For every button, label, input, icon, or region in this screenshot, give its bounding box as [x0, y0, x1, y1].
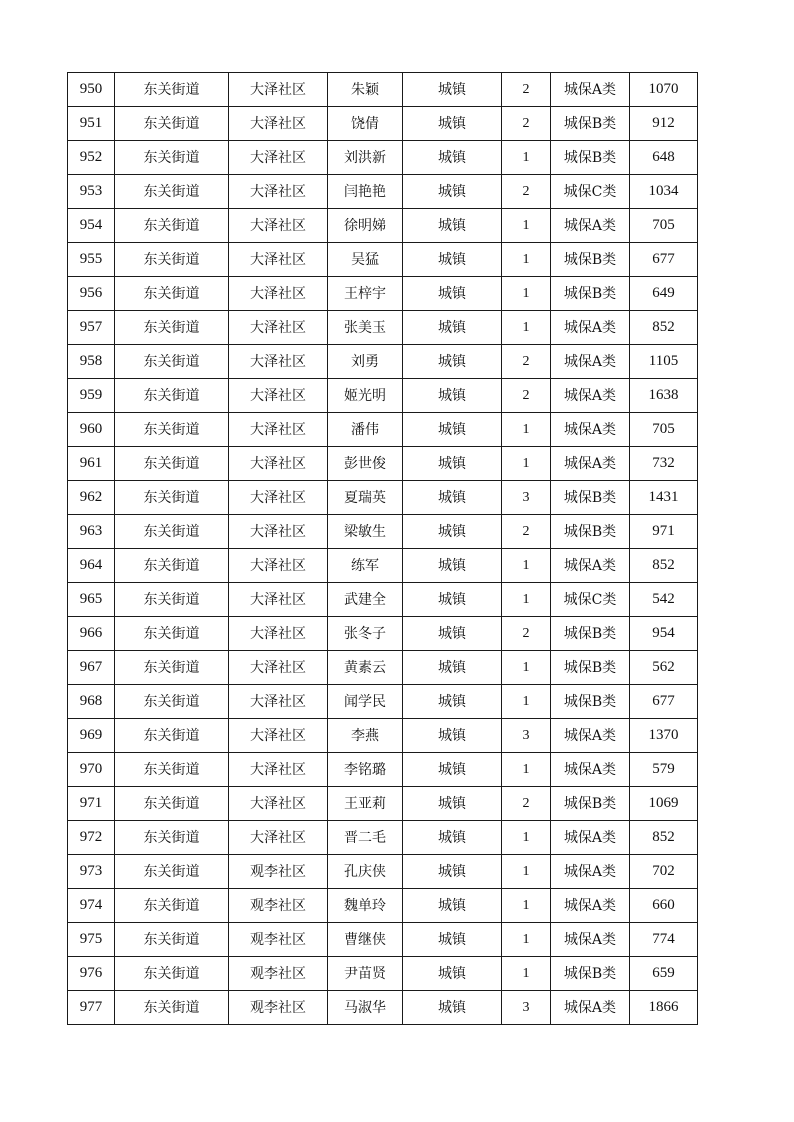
community-cell: 大泽社区	[229, 413, 328, 447]
table-row	[68, 345, 698, 379]
community-cell: 大泽社区	[229, 583, 328, 617]
street-cell: 东关街道	[115, 515, 229, 549]
street-cell: 东关街道	[115, 957, 229, 991]
amount-cell: 852	[630, 311, 698, 345]
row-number-cell: 969	[68, 719, 115, 753]
category-cell: 城保A类	[551, 413, 630, 447]
community-cell: 大泽社区	[229, 379, 328, 413]
street-cell: 东关街道	[115, 855, 229, 889]
amount-cell: 579	[630, 753, 698, 787]
name-cell: 王亚莉	[328, 787, 403, 821]
community-cell: 大泽社区	[229, 651, 328, 685]
community-cell: 观李社区	[229, 855, 328, 889]
row-number-cell: 964	[68, 549, 115, 583]
name-cell: 孔庆侠	[328, 855, 403, 889]
community-cell: 大泽社区	[229, 515, 328, 549]
table-row	[68, 175, 698, 209]
street-cell: 东关街道	[115, 753, 229, 787]
amount-cell: 732	[630, 447, 698, 481]
household-type-cell: 城镇	[403, 379, 502, 413]
table-row	[68, 107, 698, 141]
member-count-cell: 1	[502, 651, 551, 685]
household-type-cell: 城镇	[403, 73, 502, 107]
household-type-cell: 城镇	[403, 549, 502, 583]
category-cell: 城保C类	[551, 583, 630, 617]
table-row	[68, 685, 698, 719]
household-type-cell: 城镇	[403, 923, 502, 957]
community-cell: 大泽社区	[229, 753, 328, 787]
street-cell: 东关街道	[115, 243, 229, 277]
member-count-cell: 1	[502, 583, 551, 617]
amount-cell: 648	[630, 141, 698, 175]
name-cell: 马淑华	[328, 991, 403, 1025]
category-cell: 城保A类	[551, 345, 630, 379]
member-count-cell: 1	[502, 549, 551, 583]
member-count-cell: 1	[502, 957, 551, 991]
name-cell: 闻学民	[328, 685, 403, 719]
table-row	[68, 719, 698, 753]
member-count-cell: 2	[502, 787, 551, 821]
table-row	[68, 855, 698, 889]
row-number-cell: 966	[68, 617, 115, 651]
amount-cell: 852	[630, 549, 698, 583]
category-cell: 城保B类	[551, 481, 630, 515]
household-type-cell: 城镇	[403, 141, 502, 175]
member-count-cell: 3	[502, 719, 551, 753]
household-type-cell: 城镇	[403, 787, 502, 821]
row-number-cell: 974	[68, 889, 115, 923]
amount-cell: 677	[630, 685, 698, 719]
name-cell: 尹苗贤	[328, 957, 403, 991]
row-number-cell: 967	[68, 651, 115, 685]
category-cell: 城保A类	[551, 311, 630, 345]
street-cell: 东关街道	[115, 277, 229, 311]
household-type-cell: 城镇	[403, 855, 502, 889]
category-cell: 城保B类	[551, 277, 630, 311]
household-type-cell: 城镇	[403, 481, 502, 515]
member-count-cell: 1	[502, 277, 551, 311]
name-cell: 潘伟	[328, 413, 403, 447]
amount-cell: 702	[630, 855, 698, 889]
household-type-cell: 城镇	[403, 685, 502, 719]
table-row	[68, 379, 698, 413]
amount-cell: 542	[630, 583, 698, 617]
street-cell: 东关街道	[115, 549, 229, 583]
name-cell: 刘勇	[328, 345, 403, 379]
street-cell: 东关街道	[115, 141, 229, 175]
row-number-cell: 958	[68, 345, 115, 379]
community-cell: 大泽社区	[229, 447, 328, 481]
street-cell: 东关街道	[115, 991, 229, 1025]
household-type-cell: 城镇	[403, 345, 502, 379]
amount-cell: 705	[630, 413, 698, 447]
category-cell: 城保A类	[551, 379, 630, 413]
street-cell: 东关街道	[115, 923, 229, 957]
table-row	[68, 481, 698, 515]
street-cell: 东关街道	[115, 175, 229, 209]
category-cell: 城保B类	[551, 107, 630, 141]
household-type-cell: 城镇	[403, 447, 502, 481]
table-row	[68, 549, 698, 583]
name-cell: 彭世俊	[328, 447, 403, 481]
household-type-cell: 城镇	[403, 617, 502, 651]
row-number-cell: 951	[68, 107, 115, 141]
household-type-cell: 城镇	[403, 719, 502, 753]
row-number-cell: 968	[68, 685, 115, 719]
household-type-cell: 城镇	[403, 889, 502, 923]
row-number-cell: 956	[68, 277, 115, 311]
street-cell: 东关街道	[115, 379, 229, 413]
amount-cell: 1370	[630, 719, 698, 753]
household-type-cell: 城镇	[403, 651, 502, 685]
household-type-cell: 城镇	[403, 243, 502, 277]
amount-cell: 954	[630, 617, 698, 651]
row-number-cell: 959	[68, 379, 115, 413]
table-row	[68, 141, 698, 175]
community-cell: 大泽社区	[229, 73, 328, 107]
member-count-cell: 3	[502, 991, 551, 1025]
member-count-cell: 1	[502, 753, 551, 787]
member-count-cell: 1	[502, 821, 551, 855]
community-cell: 大泽社区	[229, 107, 328, 141]
street-cell: 东关街道	[115, 889, 229, 923]
row-number-cell: 971	[68, 787, 115, 821]
amount-cell: 660	[630, 889, 698, 923]
row-number-cell: 961	[68, 447, 115, 481]
category-cell: 城保A类	[551, 549, 630, 583]
community-cell: 大泽社区	[229, 617, 328, 651]
category-cell: 城保B类	[551, 617, 630, 651]
street-cell: 东关街道	[115, 617, 229, 651]
row-number-cell: 957	[68, 311, 115, 345]
table-row	[68, 889, 698, 923]
community-cell: 大泽社区	[229, 685, 328, 719]
table-row	[68, 821, 698, 855]
table-row	[68, 991, 698, 1025]
table-row	[68, 277, 698, 311]
name-cell: 张美玉	[328, 311, 403, 345]
row-number-cell: 950	[68, 73, 115, 107]
community-cell: 大泽社区	[229, 481, 328, 515]
household-type-cell: 城镇	[403, 311, 502, 345]
community-cell: 大泽社区	[229, 277, 328, 311]
row-number-cell: 955	[68, 243, 115, 277]
amount-cell: 1431	[630, 481, 698, 515]
category-cell: 城保B类	[551, 957, 630, 991]
member-count-cell: 1	[502, 685, 551, 719]
household-type-cell: 城镇	[403, 413, 502, 447]
street-cell: 东关街道	[115, 481, 229, 515]
amount-cell: 705	[630, 209, 698, 243]
household-type-cell: 城镇	[403, 957, 502, 991]
amount-cell: 774	[630, 923, 698, 957]
name-cell: 曹继侠	[328, 923, 403, 957]
community-cell: 观李社区	[229, 889, 328, 923]
community-cell: 大泽社区	[229, 821, 328, 855]
street-cell: 东关街道	[115, 821, 229, 855]
member-count-cell: 2	[502, 617, 551, 651]
community-cell: 观李社区	[229, 991, 328, 1025]
name-cell: 夏瑞英	[328, 481, 403, 515]
row-number-cell: 963	[68, 515, 115, 549]
category-cell: 城保B类	[551, 141, 630, 175]
name-cell: 王梓宇	[328, 277, 403, 311]
member-count-cell: 1	[502, 311, 551, 345]
amount-cell: 677	[630, 243, 698, 277]
name-cell: 梁敏生	[328, 515, 403, 549]
row-number-cell: 975	[68, 923, 115, 957]
amount-cell: 912	[630, 107, 698, 141]
household-type-cell: 城镇	[403, 277, 502, 311]
street-cell: 东关街道	[115, 685, 229, 719]
category-cell: 城保A类	[551, 923, 630, 957]
row-number-cell: 976	[68, 957, 115, 991]
community-cell: 大泽社区	[229, 549, 328, 583]
table-row	[68, 617, 698, 651]
table-row	[68, 651, 698, 685]
table-row	[68, 447, 698, 481]
table-body	[68, 73, 698, 1025]
table-row	[68, 923, 698, 957]
row-number-cell: 973	[68, 855, 115, 889]
member-count-cell: 2	[502, 379, 551, 413]
member-count-cell: 1	[502, 447, 551, 481]
household-type-cell: 城镇	[403, 991, 502, 1025]
member-count-cell: 2	[502, 73, 551, 107]
street-cell: 东关街道	[115, 413, 229, 447]
table-row	[68, 957, 698, 991]
street-cell: 东关街道	[115, 583, 229, 617]
category-cell: 城保A类	[551, 991, 630, 1025]
member-count-cell: 1	[502, 243, 551, 277]
row-number-cell: 970	[68, 753, 115, 787]
community-cell: 大泽社区	[229, 209, 328, 243]
name-cell: 姬光明	[328, 379, 403, 413]
amount-cell: 1070	[630, 73, 698, 107]
member-count-cell: 1	[502, 855, 551, 889]
member-count-cell: 1	[502, 889, 551, 923]
name-cell: 闫艳艳	[328, 175, 403, 209]
table-row	[68, 515, 698, 549]
household-type-cell: 城镇	[403, 209, 502, 243]
amount-cell: 1034	[630, 175, 698, 209]
category-cell: 城保A类	[551, 753, 630, 787]
community-cell: 大泽社区	[229, 787, 328, 821]
street-cell: 东关街道	[115, 651, 229, 685]
table-row	[68, 311, 698, 345]
street-cell: 东关街道	[115, 209, 229, 243]
name-cell: 朱颖	[328, 73, 403, 107]
amount-cell: 852	[630, 821, 698, 855]
amount-cell: 1638	[630, 379, 698, 413]
name-cell: 刘洪新	[328, 141, 403, 175]
category-cell: 城保B类	[551, 651, 630, 685]
row-number-cell: 960	[68, 413, 115, 447]
member-count-cell: 2	[502, 345, 551, 379]
household-type-cell: 城镇	[403, 107, 502, 141]
name-cell: 魏单玲	[328, 889, 403, 923]
amount-cell: 562	[630, 651, 698, 685]
name-cell: 黄素云	[328, 651, 403, 685]
name-cell: 武建全	[328, 583, 403, 617]
table-row	[68, 753, 698, 787]
row-number-cell: 977	[68, 991, 115, 1025]
member-count-cell: 1	[502, 413, 551, 447]
community-cell: 大泽社区	[229, 345, 328, 379]
category-cell: 城保A类	[551, 209, 630, 243]
household-type-cell: 城镇	[403, 515, 502, 549]
table-row	[68, 583, 698, 617]
street-cell: 东关街道	[115, 73, 229, 107]
category-cell: 城保A类	[551, 719, 630, 753]
name-cell: 徐明娣	[328, 209, 403, 243]
household-type-cell: 城镇	[403, 821, 502, 855]
street-cell: 东关街道	[115, 447, 229, 481]
member-count-cell: 2	[502, 175, 551, 209]
community-cell: 大泽社区	[229, 175, 328, 209]
street-cell: 东关街道	[115, 107, 229, 141]
amount-cell: 1866	[630, 991, 698, 1025]
community-cell: 观李社区	[229, 957, 328, 991]
table-row	[68, 787, 698, 821]
row-number-cell: 952	[68, 141, 115, 175]
community-cell: 大泽社区	[229, 141, 328, 175]
table-row	[68, 73, 698, 107]
table-row	[68, 413, 698, 447]
amount-cell: 1105	[630, 345, 698, 379]
category-cell: 城保A类	[551, 821, 630, 855]
row-number-cell: 972	[68, 821, 115, 855]
amount-cell: 649	[630, 277, 698, 311]
category-cell: 城保C类	[551, 175, 630, 209]
community-cell: 观李社区	[229, 923, 328, 957]
member-count-cell: 1	[502, 209, 551, 243]
household-type-cell: 城镇	[403, 753, 502, 787]
member-count-cell: 1	[502, 141, 551, 175]
category-cell: 城保A类	[551, 889, 630, 923]
street-cell: 东关街道	[115, 719, 229, 753]
name-cell: 张冬子	[328, 617, 403, 651]
category-cell: 城保B类	[551, 515, 630, 549]
name-cell: 李燕	[328, 719, 403, 753]
name-cell: 练军	[328, 549, 403, 583]
category-cell: 城保B类	[551, 787, 630, 821]
member-count-cell: 1	[502, 923, 551, 957]
member-count-cell: 2	[502, 107, 551, 141]
street-cell: 东关街道	[115, 787, 229, 821]
row-number-cell: 954	[68, 209, 115, 243]
category-cell: 城保B类	[551, 685, 630, 719]
name-cell: 饶倩	[328, 107, 403, 141]
table-row	[68, 209, 698, 243]
community-cell: 大泽社区	[229, 243, 328, 277]
name-cell: 李铭璐	[328, 753, 403, 787]
row-number-cell: 953	[68, 175, 115, 209]
category-cell: 城保B类	[551, 243, 630, 277]
household-type-cell: 城镇	[403, 583, 502, 617]
table-row	[68, 243, 698, 277]
member-count-cell: 2	[502, 515, 551, 549]
row-number-cell: 962	[68, 481, 115, 515]
amount-cell: 1069	[630, 787, 698, 821]
household-type-cell: 城镇	[403, 175, 502, 209]
category-cell: 城保A类	[551, 855, 630, 889]
name-cell: 晋二毛	[328, 821, 403, 855]
name-cell: 吴猛	[328, 243, 403, 277]
row-number-cell: 965	[68, 583, 115, 617]
community-cell: 大泽社区	[229, 311, 328, 345]
category-cell: 城保A类	[551, 447, 630, 481]
amount-cell: 659	[630, 957, 698, 991]
data-table	[67, 72, 698, 1025]
street-cell: 东关街道	[115, 311, 229, 345]
street-cell: 东关街道	[115, 345, 229, 379]
category-cell: 城保A类	[551, 73, 630, 107]
member-count-cell: 3	[502, 481, 551, 515]
amount-cell: 971	[630, 515, 698, 549]
community-cell: 大泽社区	[229, 719, 328, 753]
